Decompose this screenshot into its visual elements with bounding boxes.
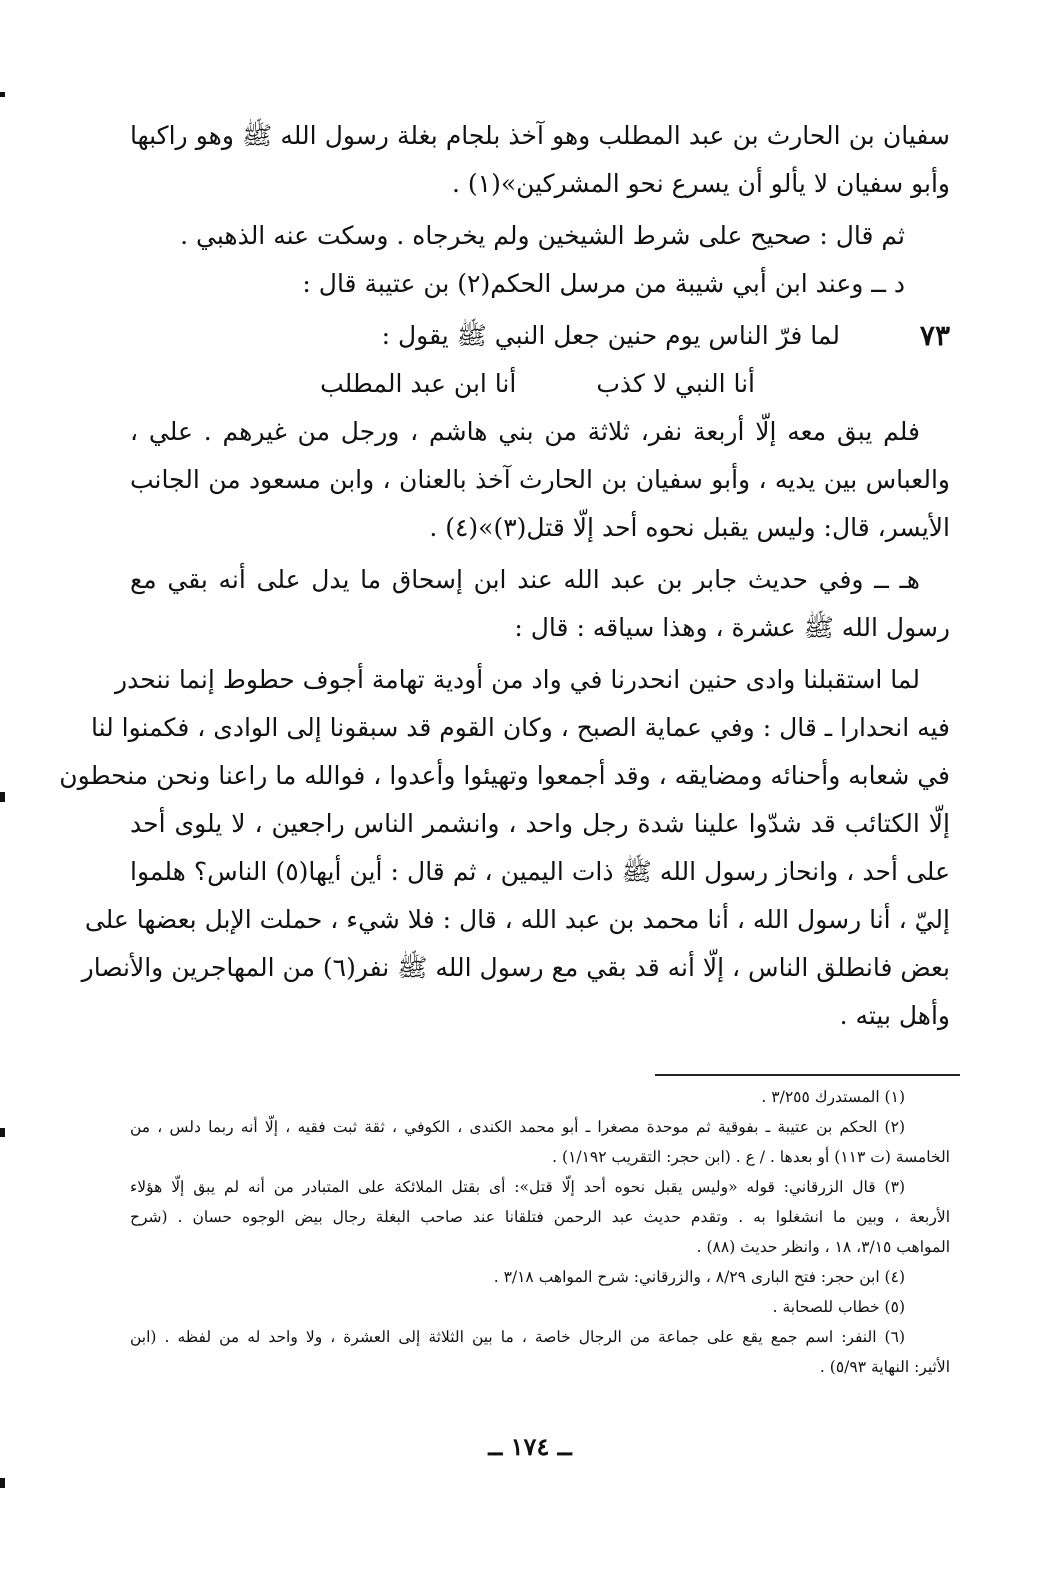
text-line: وأبو سفيان لا يألو أن يسرع نحو المشركين»(١) .	[451, 169, 950, 198]
poem-verse	[130, 360, 950, 408]
text-line: لما فرّ الناس يوم حنين جعل النبي ﷺ يقول :	[381, 321, 840, 350]
main-text	[59, 112, 950, 1040]
hadith-number: ٧٣	[919, 319, 950, 352]
footnote-line: (٥) خطاب للصحابة .	[772, 1298, 905, 1316]
footnote-line: الخامسة (ت ١١٣) أو بعدها . / ع . (ابن حجر: التقريب ١/١٩٢) .	[552, 1148, 950, 1166]
scan-edge-mark	[0, 92, 5, 97]
footnote-line: (٦) النفر: اسم جمع يقع على جماعة من الرجال خاصة ، ما بين الثلاثة إلى العشرة ، ولا واحد له من لفظه . (ابن	[130, 1328, 905, 1346]
text-line: لما استقبلنا وادى حنين انحدرنا في واد من أودية تهامة أجوف حطوط إنما ننحدر	[115, 665, 920, 694]
text-line: الأيسر، قال: وليس يقبل نحوه أحد إلّا قتل(٣)»(٤) .	[429, 513, 950, 542]
text-line: في شعابه وأحنائه ومضايقه ، وقد أجمعوا وتهيئوا وأعدوا ، فوالله ما راعنا ونحن منحطون	[59, 761, 950, 790]
text-line: على أحد ، وانحاز رسول الله ﷺ ذات اليمين ، ثم قال : أين أيها(٥) الناس؟ هلموا	[130, 857, 950, 886]
footnote-line: الأثير: النهاية ٥/٩٣) .	[819, 1358, 950, 1376]
poem-first-hemistich: أنا النبي لا كذب	[596, 369, 755, 398]
hadith-block	[130, 312, 950, 360]
footnote-line: (٣) قال الزرقاني: قوله «وليس يقبل نحوه أحد إلّا قتل»: أى بقتل الملائكة على المتبادر من أنه لم يبق إلّا هؤلاء	[130, 1178, 905, 1196]
page-number: ــ ١٧٤ ــ	[488, 1432, 572, 1461]
text-line: إلّا الكتائب قد شدّوا علينا شدة رجل واحد ، وانشمر الناس راجعين ، لا يلوى أحد	[130, 809, 950, 838]
text-line: إليّ ، أنا رسول الله ، أنا محمد بن عبد الله ، قال : فلا شيء ، حملت الإبل بعضها على	[84, 905, 950, 934]
scan-edge-mark	[0, 1128, 5, 1137]
text-line: بعض فانطلق الناس ، إلّا أنه قد بقي مع رسول الله ﷺ نفر(٦) من المهاجرين والأنصار	[81, 953, 950, 982]
text-line: سفيان بن الحارث بن عبد المطلب وهو آخذ بلجام بغلة رسول الله ﷺ وهو راكبها	[130, 121, 950, 150]
footnotes	[130, 1082, 950, 1382]
footnote-line: (٢) الحكم بن عتيبة ـ بفوقية ثم موحدة مصغرا ـ أبو محمد الكندى ، الكوفي ، ثقة ثبت فقيه ، إلّا أنه ربما دلس ، من	[130, 1118, 905, 1136]
text-line: ثم قال : صحيح على شرط الشيخين ولم يخرجاه . وسكت عنه الذهبي .	[180, 221, 905, 250]
text-line: فيه انحدارا ـ قال : وفي عماية الصبح ، وكان القوم قد سبقونا إلى الوادى ، فكمنوا لنا	[90, 713, 950, 742]
footnote-divider	[655, 1074, 960, 1076]
footnote-line: (١) المستدرك ٣/٢٥٥ .	[761, 1088, 905, 1106]
text-line: والعباس بين يديه ، وأبو سفيان بن الحارث آخذ بالعنان ، وابن مسعود من الجانب	[130, 465, 950, 494]
text-line: د ــ وعند ابن أبي شيبة من مرسل الحكم(٢) بن عتيبة قال :	[302, 269, 905, 298]
text-line: فلم يبق معه إلّا أربعة نفر، ثلاثة من بني هاشم ، ورجل من غيرهم . علي ،	[130, 417, 920, 446]
scan-edge-mark	[0, 792, 5, 802]
poem-second-hemistich: أنا ابن عبد المطلب	[320, 369, 517, 398]
footnote-line: (٤) ابن حجر: فتح البارى ٨/٢٩ ، والزرقاني: شرح المواهب ٣/١٨ .	[493, 1268, 905, 1286]
scan-edge-mark	[0, 1478, 5, 1488]
text-line: هـ ــ وفي حديث جابر بن عبد الله عند ابن إسحاق ما يدل على أنه بقي مع	[130, 565, 920, 594]
text-line: رسول الله ﷺ عشرة ، وهذا سياقه : قال :	[514, 613, 950, 642]
text-line: وأهل بيته .	[839, 1001, 950, 1030]
footnote-line: الأربعة ، وبين ما انشغلوا به . وتقدم حديث عبد الرحمن فتلقانا عند صاحب البغلة رجال بيض الوجوه حسان . (شرح	[130, 1208, 950, 1226]
footnote-line: المواهب ٣/١٥، ١٨ ، وانظر حديث (٨٨) .	[696, 1238, 950, 1256]
